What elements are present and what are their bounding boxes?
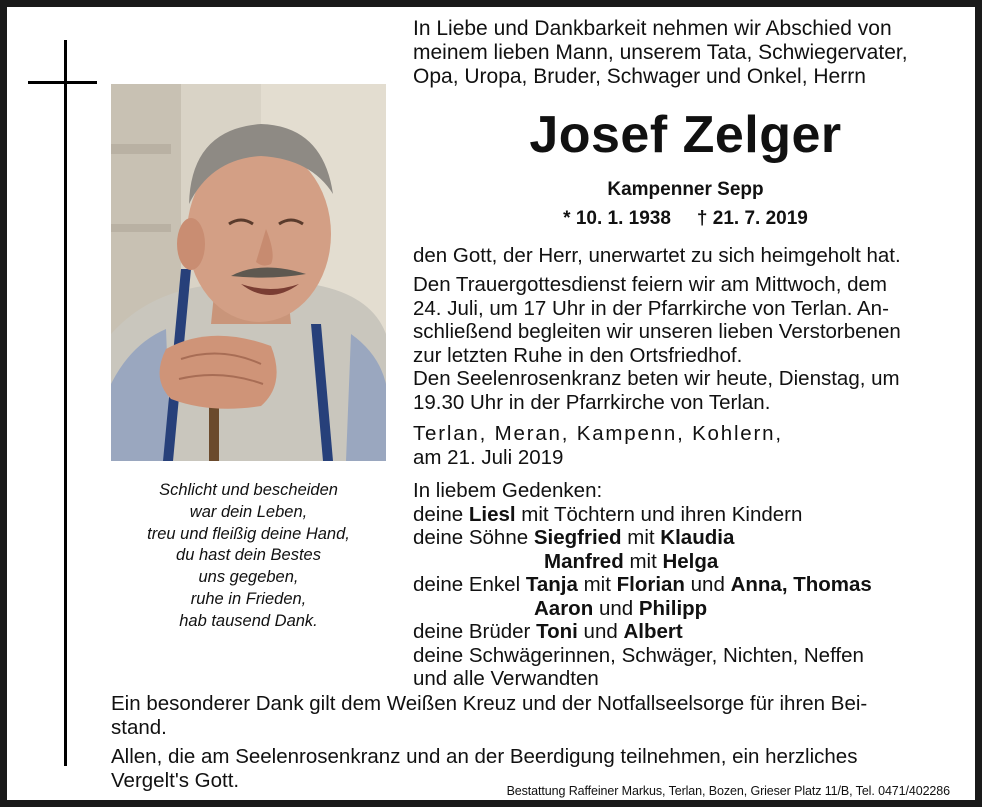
service-line: Den Seelenrosenkranz beten wir heute, Dienstag, um (413, 367, 900, 390)
service-info (413, 273, 958, 414)
mourners-brothers: deine Brüder Toni und Albert (413, 620, 683, 643)
thanks-line: Ein besonderer Dank gilt dem Weißen Kreuz und der Notfallseelsorge für ihren Bei- (111, 692, 868, 715)
mourners-grandchildren-2: Aaron und Philipp (534, 596, 708, 620)
service-line: 19.30 Uhr in der Pfarrkirche von Terlan. (413, 390, 771, 414)
poem-line: war dein Leben, (189, 502, 308, 521)
deceased-name: Josef Zelger (529, 106, 842, 164)
poem (111, 480, 386, 633)
poem-line: hab tausend Dank. (179, 611, 318, 630)
service-line: 24. Juli, um 17 Uhr in der Pfarrkirche von Terlan. An- (413, 296, 889, 320)
death-date: † 21. 7. 2019 (696, 208, 808, 229)
mourners-sons-2: Manfred mit Helga (544, 549, 719, 573)
birth-date: * 10. 1. 1938 (563, 208, 671, 229)
intro-line: meinem lieben Mann, unserem Tata, Schwiegervater, (413, 41, 908, 64)
heimgeholt-line: den Gott, der Herr, unerwartet zu sich heimgeholt hat. (413, 244, 901, 267)
thanks-line: Allen, die am Seelenrosenkranz und an der Beerdigung teilnehmen, ein herzliches (111, 745, 858, 768)
intro-text (413, 17, 958, 89)
mourners-list (413, 479, 958, 691)
cross-icon (64, 40, 67, 766)
intro-line: In Liebe und Dankbarkeit nehmen wir Abschied von (413, 17, 892, 40)
poem-line: du hast dein Bestes (176, 546, 321, 565)
mourners-inlaws: deine Schwägerinnen, Schwäger, Nichten, Neffen (413, 643, 864, 667)
cross-icon-bar (28, 81, 97, 84)
mourners-heading: In liebem Gedenken: (413, 479, 603, 502)
deceased-nickname: Kampenner Sepp (607, 179, 764, 200)
poem-line: treu und fleißig deine Hand, (147, 524, 350, 543)
mourners-relatives: und alle Verwandten (413, 667, 599, 690)
mourners-sons: deine Söhne Siegfried mit Klaudia (413, 526, 735, 549)
intro-line: Opa, Uropa, Bruder, Schwager und Onkel, Herrn (413, 65, 866, 88)
poem-line: uns gegeben, (198, 568, 299, 587)
funeral-home-imprint: Bestattung Raffeiner Markus, Terlan, Bozen, Grieser Platz 11/B, Tel. 0471/402286 (506, 784, 950, 798)
places-line: Terlan, Meran, Kampenn, Kohlern, (413, 422, 783, 445)
mourners-wife: deine Liesl mit Töchtern und ihren Kindern (413, 502, 803, 526)
thanks-line: Vergelt's Gott. (111, 768, 240, 792)
date-line: am 21. Juli 2019 (413, 445, 564, 469)
life-dates (413, 206, 958, 232)
poem-line: Schlicht und bescheiden (159, 481, 338, 499)
thanks-line: stand. (111, 715, 167, 739)
service-line: Den Trauergottesdienst feiern wir am Mittwoch, dem (413, 273, 887, 296)
portrait-photo (111, 84, 386, 461)
service-line: schließend begleiten wir unseren lieben Verstorbenen (413, 320, 901, 343)
place-date (413, 422, 958, 469)
poem-line: ruhe in Frieden, (190, 589, 307, 608)
mourners-grandchildren: deine Enkel Tanja mit Florian und Anna, Thomas (413, 573, 872, 596)
thanks-text (111, 692, 961, 739)
service-line: zur letzten Ruhe in den Ortsfriedhof. (413, 343, 743, 367)
